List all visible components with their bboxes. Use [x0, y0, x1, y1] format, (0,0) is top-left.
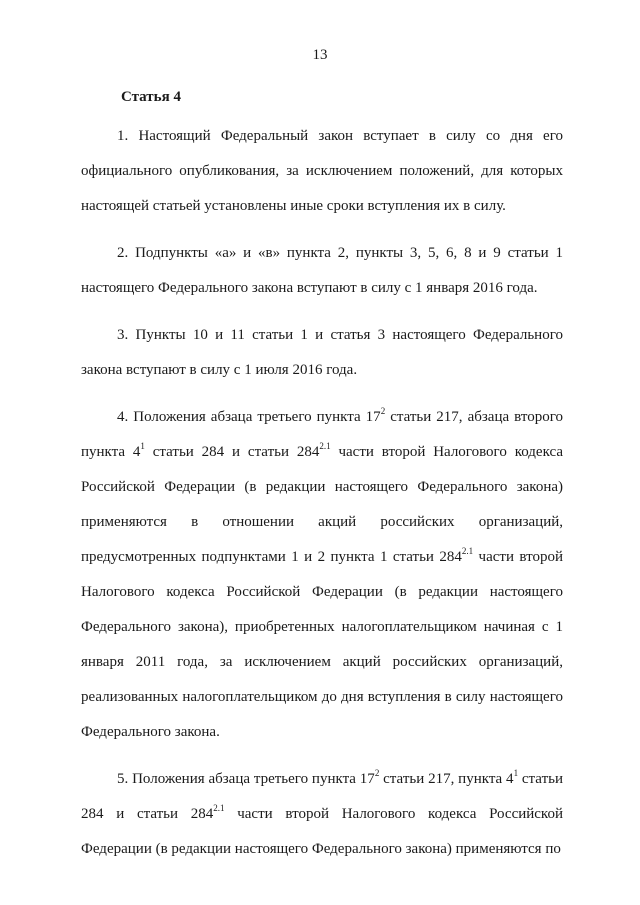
paragraph-p3: [81, 318, 563, 388]
paragraph-p1: [81, 119, 563, 224]
text-run: 1. Настоящий Федеральный закон вступает в силу со дня его официального опубликования, за исключением положений, для которых настоящей статьей установлены иные сроки вступления их в силу.: [81, 128, 563, 214]
superscript: 2: [380, 406, 386, 416]
paragraph-p2: [81, 236, 563, 306]
page-number: 13: [312, 47, 328, 63]
paragraph-p5: [81, 762, 563, 867]
text-run: части второй Налогового кодекса Российской Федерации (в редакции настоящего Федерального закона) применяются в отношении акций российских организаций, предусмотренных подпунктами 1 и 2 пункта 1 статьи 284: [81, 444, 563, 565]
superscript: 2.1: [319, 441, 331, 451]
superscript: 2.1: [213, 803, 225, 813]
text-run: статьи 217, абзаца второго пункта 4: [81, 409, 563, 460]
text-run: статьи 217, пункта 4: [379, 771, 514, 787]
superscript: 1: [513, 768, 519, 778]
superscript: 1: [140, 441, 145, 451]
text-run: части второй Налогового кодекса Российской Федерации (в редакции настоящего Федерального закона), приобретенных налогоплательщиком начиная с 1 января 2011 года, за исключением акций российских организаций, реализованных налогоплательщиком до дня вступления в силу настоящего Федерального закона.: [81, 549, 563, 740]
article-heading: Статья 4: [121, 89, 181, 105]
superscript: 2.1: [461, 546, 474, 556]
text-run: 3. Пункты 10 и 11 статьи 1 и статья 3 настоящего Федерального закона вступают в силу с 1 июля 2016 года.: [81, 327, 563, 378]
text-run: статьи 284 и статьи 284: [144, 444, 320, 460]
article-body: [81, 119, 563, 879]
text-run: 4. Положения абзаца третьего пункта 17: [117, 409, 381, 425]
text-run: 5. Положения абзаца третьего пункта 17: [117, 771, 375, 787]
text-run: части второй Налогового кодекса Российской Федерации (в редакции настоящего Федерального закона) применяются по: [81, 806, 563, 857]
paragraph-p4: [81, 400, 563, 750]
text-run: статьи 284 и статьи 284: [81, 771, 563, 822]
superscript: 2: [374, 768, 380, 778]
text-run: 2. Подпункты «а» и «в» пункта 2, пункты 3, 5, 6, 8 и 9 статьи 1 настоящего Федерального закона вступают в силу с 1 января 2016 года.: [81, 245, 563, 296]
